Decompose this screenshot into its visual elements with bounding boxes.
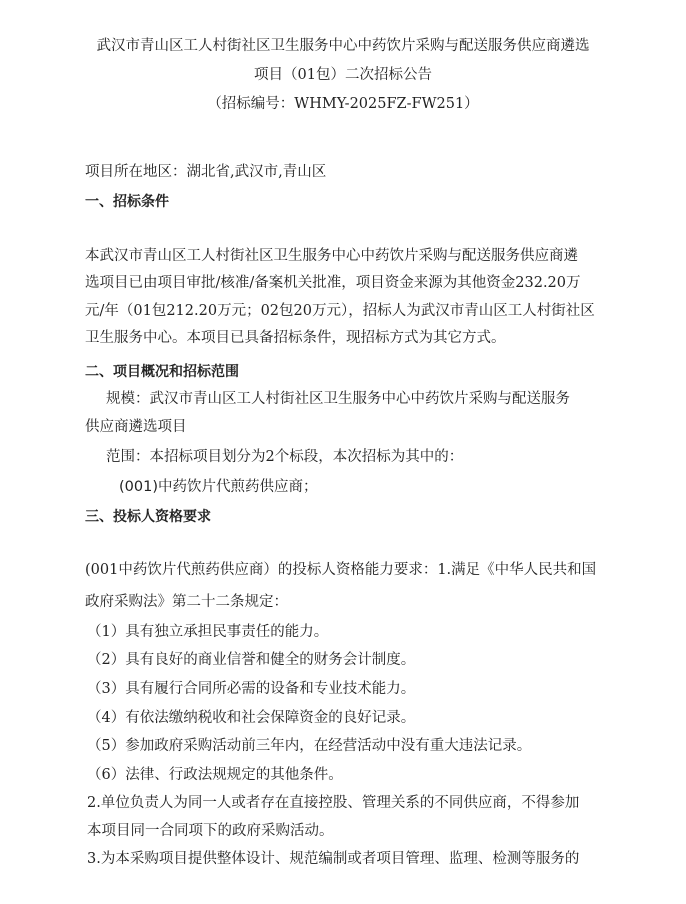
section-heading-project-overview: 二、项目概况和招标范围 — [85, 364, 239, 380]
list-item: （1）具有独立承担民事责任的能力。 — [87, 624, 329, 640]
section-heading-bid-conditions: 一、招标条件 — [85, 194, 169, 210]
list-item: （5）参加政府采购活动前三年内，在经营活动中没有重大违法记录。 — [87, 738, 532, 754]
scale-line: 规模：武汉市青山区工人村街社区卫生服务中心中药饮片采购与配送服务 — [106, 391, 570, 407]
scope-line: 范围：本招标项目划分为2个标段，本次招标为其中的： — [106, 449, 464, 465]
qualification-intro-line: (001中药饮片代煎药供应商）的投标人资格能力要求：1.满足《中华人民共和国 — [85, 562, 597, 578]
list-item: （6）法律、行政法规规定的其他条件。 — [87, 767, 343, 783]
paragraph-line: 卫生服务中心。本项目已具备招标条件，现招标方式为其它方式。 — [85, 330, 506, 346]
paragraph-line: 选项目已由项目审批/核准/备案机关批准，项目资金来源为其他资金232.20万 — [85, 275, 581, 291]
point-2-line: 本项目同一合同项下的政府采购活动。 — [87, 823, 334, 839]
qualification-intro-line: 政府采购法》第二十二条规定： — [85, 594, 288, 610]
lot-line: (001)中药饮片代煎药供应商； — [119, 479, 318, 495]
paragraph-line: 元/年（01包212.20万元；02包20万元），招标人为武汉市青山区工人村街社区 — [85, 303, 595, 319]
project-location: 项目所在地区：湖北省,武汉市,青山区 — [85, 164, 327, 180]
list-item: （3）具有履行合同所必需的设备和专业技术能力。 — [87, 681, 416, 697]
point-3-line: 3.为本采购项目提供整体设计、规范编制或者项目管理、监理、检测等服务的 — [87, 851, 580, 867]
list-item: （2）具有良好的商业信誉和健全的财务会计制度。 — [87, 652, 416, 668]
list-item: （4）有依法缴纳税收和社会保障资金的良好记录。 — [87, 710, 416, 726]
section-heading-bidder-qualification: 三、投标人资格要求 — [85, 509, 211, 525]
bid-number: （招标编号：WHMY-2025FZ-FW251） — [207, 96, 479, 112]
paragraph-line: 本武汉市青山区工人村街社区卫生服务中心中药饮片采购与配送服务供应商遴 — [85, 248, 578, 264]
scale-line: 供应商遴选项目 — [85, 419, 187, 435]
title-line-2: 项目（01包）二次招标公告 — [254, 67, 432, 83]
point-2-line: 2.单位负责人为同一人或者存在直接控股、管理关系的不同供应商，不得参加 — [87, 795, 580, 811]
title-line-1: 武汉市青山区工人村街社区卫生服务中心中药饮片采购与配送服务供应商遴选 — [96, 38, 590, 54]
